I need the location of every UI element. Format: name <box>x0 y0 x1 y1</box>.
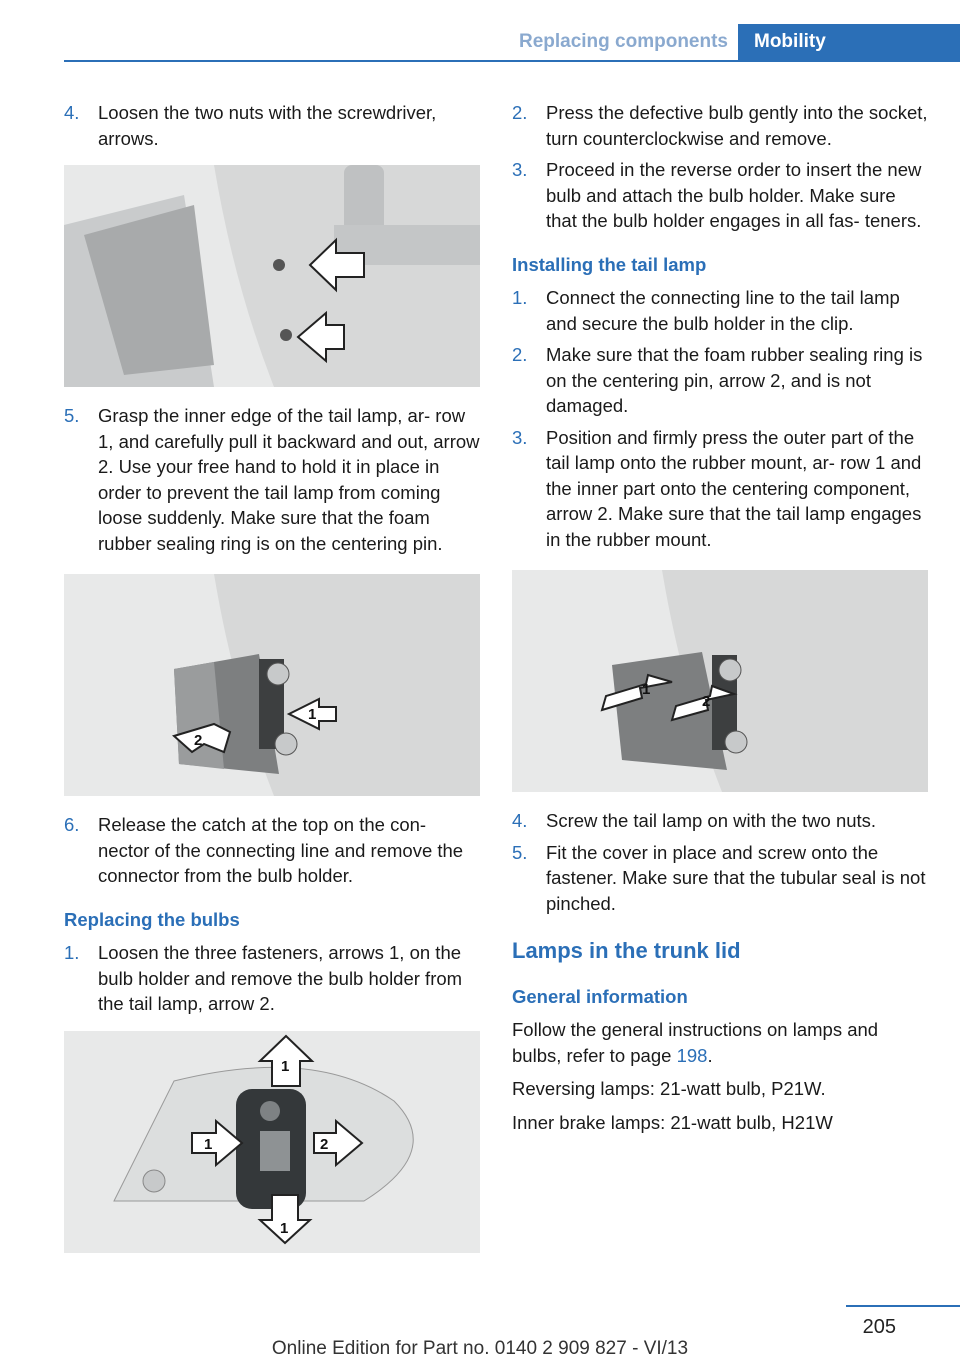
step-text: Loosen the two nuts with the screwdriver, arrows. <box>98 102 437 149</box>
step-item <box>512 808 930 834</box>
step-text: Proceed in the reverse order to insert the new bulb and attach the bulb holder. Make sure that the bulb holder engages in all fas‐ teners. <box>546 159 922 231</box>
step-text: Release the catch at the top on the con‐ nector of the connecting line and remove the connector from the bulb holder. <box>98 814 464 886</box>
step-item <box>512 840 930 917</box>
step-number: 2. <box>512 102 528 123</box>
right-column <box>512 100 930 1143</box>
step-number: 1. <box>64 942 80 963</box>
step-text: Grasp the inner edge of the tail lamp, ar‐ row 1, and carefully pull it backward and out, arrow 2. Use your free hand to hold it in place in order to prevent the tail lamp from coming loose suddenly. Make sure that the foam rubber sealing ring is on the centering pin. <box>98 405 480 554</box>
page-reference-link[interactable]: 198 <box>676 1044 708 1066</box>
figure-tail-lamp-nuts <box>64 165 480 387</box>
fig3-arrow-label-2: 2 <box>702 693 711 710</box>
step-text: Connect the connecting line to the tail lamp and secure the bulb holder in the clip. <box>546 287 900 334</box>
page-number: 205 <box>862 1316 896 1338</box>
fig4-arrow-right-label: 2 <box>320 1135 329 1153</box>
step-text: Screw the tail lamp on with the two nuts. <box>546 810 877 831</box>
step-number: 6. <box>64 814 80 835</box>
step-item <box>512 425 930 553</box>
step-item <box>512 157 930 234</box>
arrow-label-2: 2 <box>194 732 203 749</box>
step-number: 5. <box>64 405 80 426</box>
arrow-label-1: 1 <box>308 706 317 723</box>
step-item <box>512 342 930 419</box>
general-info-text-end: . <box>707 1044 713 1066</box>
step-text: Position and firmly press the outer part of the tail lamp onto the rubber mount, ar‐ row 1 and the inner part onto the centering component, arrow 2. Make sure that the tail lamp engages in the rubber mount. <box>546 426 922 550</box>
subheading-installing-tail-lamp: Installing the tail lamp <box>512 253 707 275</box>
footer-edition: Online Edition for Part no. 0140 2 909 827 - VI/13 <box>271 1338 689 1359</box>
step-item <box>64 812 482 889</box>
fig4-arrow-bottom-label: 1 <box>280 1219 289 1237</box>
step-text: Make sure that the foam rubber sealing ring is on the centering pin, arrow 2, and is not damaged. <box>546 344 923 416</box>
footer-rule <box>846 1305 960 1307</box>
step-number: 5. <box>512 841 528 863</box>
section-heading-trunk-lid-lamps: Lamps in the trunk lid <box>512 938 741 963</box>
step-number: 1. <box>512 287 528 308</box>
step-item <box>64 403 482 556</box>
step-number: 4. <box>64 102 80 123</box>
step-text: Fit the cover in place and screw onto the fastener. Make sure that the tubular seal is not pinched. <box>546 841 926 914</box>
reversing-lamps-spec: Reversing lamps: 21‑watt bulb, P21W. <box>512 1078 826 1099</box>
step-number: 3. <box>512 426 528 448</box>
step-item <box>64 100 482 151</box>
fig4-arrow-left-label: 1 <box>204 1135 213 1153</box>
header-chapter-tab: Mobility <box>738 24 960 60</box>
step-item <box>512 285 930 336</box>
figure-bulb-holder <box>64 1031 480 1253</box>
step-item <box>512 100 930 151</box>
step-text: Loosen the three fasteners, arrows 1, on the bulb holder and remove the bulb holder from the tail lamp, arrow 2. <box>98 942 463 1014</box>
left-column <box>64 100 482 1269</box>
fig3-arrow-label-1: 1 <box>642 681 651 698</box>
general-info-text: Follow the general instructions on lamps and bulbs, refer to page <box>512 1019 879 1066</box>
general-info-paragraph <box>512 1017 930 1068</box>
step-number: 3. <box>512 159 528 180</box>
step-text: Press the defective bulb gently into the socket, turn counterclockwise and remove. <box>546 102 928 149</box>
fig4-arrow-top-label: 1 <box>281 1057 290 1075</box>
header-rule <box>64 60 960 62</box>
inner-brake-lamps-spec: Inner brake lamps: 21‑watt bulb, H21W <box>512 1111 833 1133</box>
header-section-title: Replacing components <box>518 31 728 52</box>
figure-remove-tail-lamp <box>64 574 480 796</box>
subheading-general-information: General information <box>512 985 688 1007</box>
step-number: 2. <box>512 344 528 365</box>
step-item <box>64 940 482 1017</box>
step-number: 4. <box>512 810 528 831</box>
figure-install-tail-lamp <box>512 570 928 792</box>
subheading-replacing-bulbs: Replacing the bulbs <box>64 908 240 930</box>
